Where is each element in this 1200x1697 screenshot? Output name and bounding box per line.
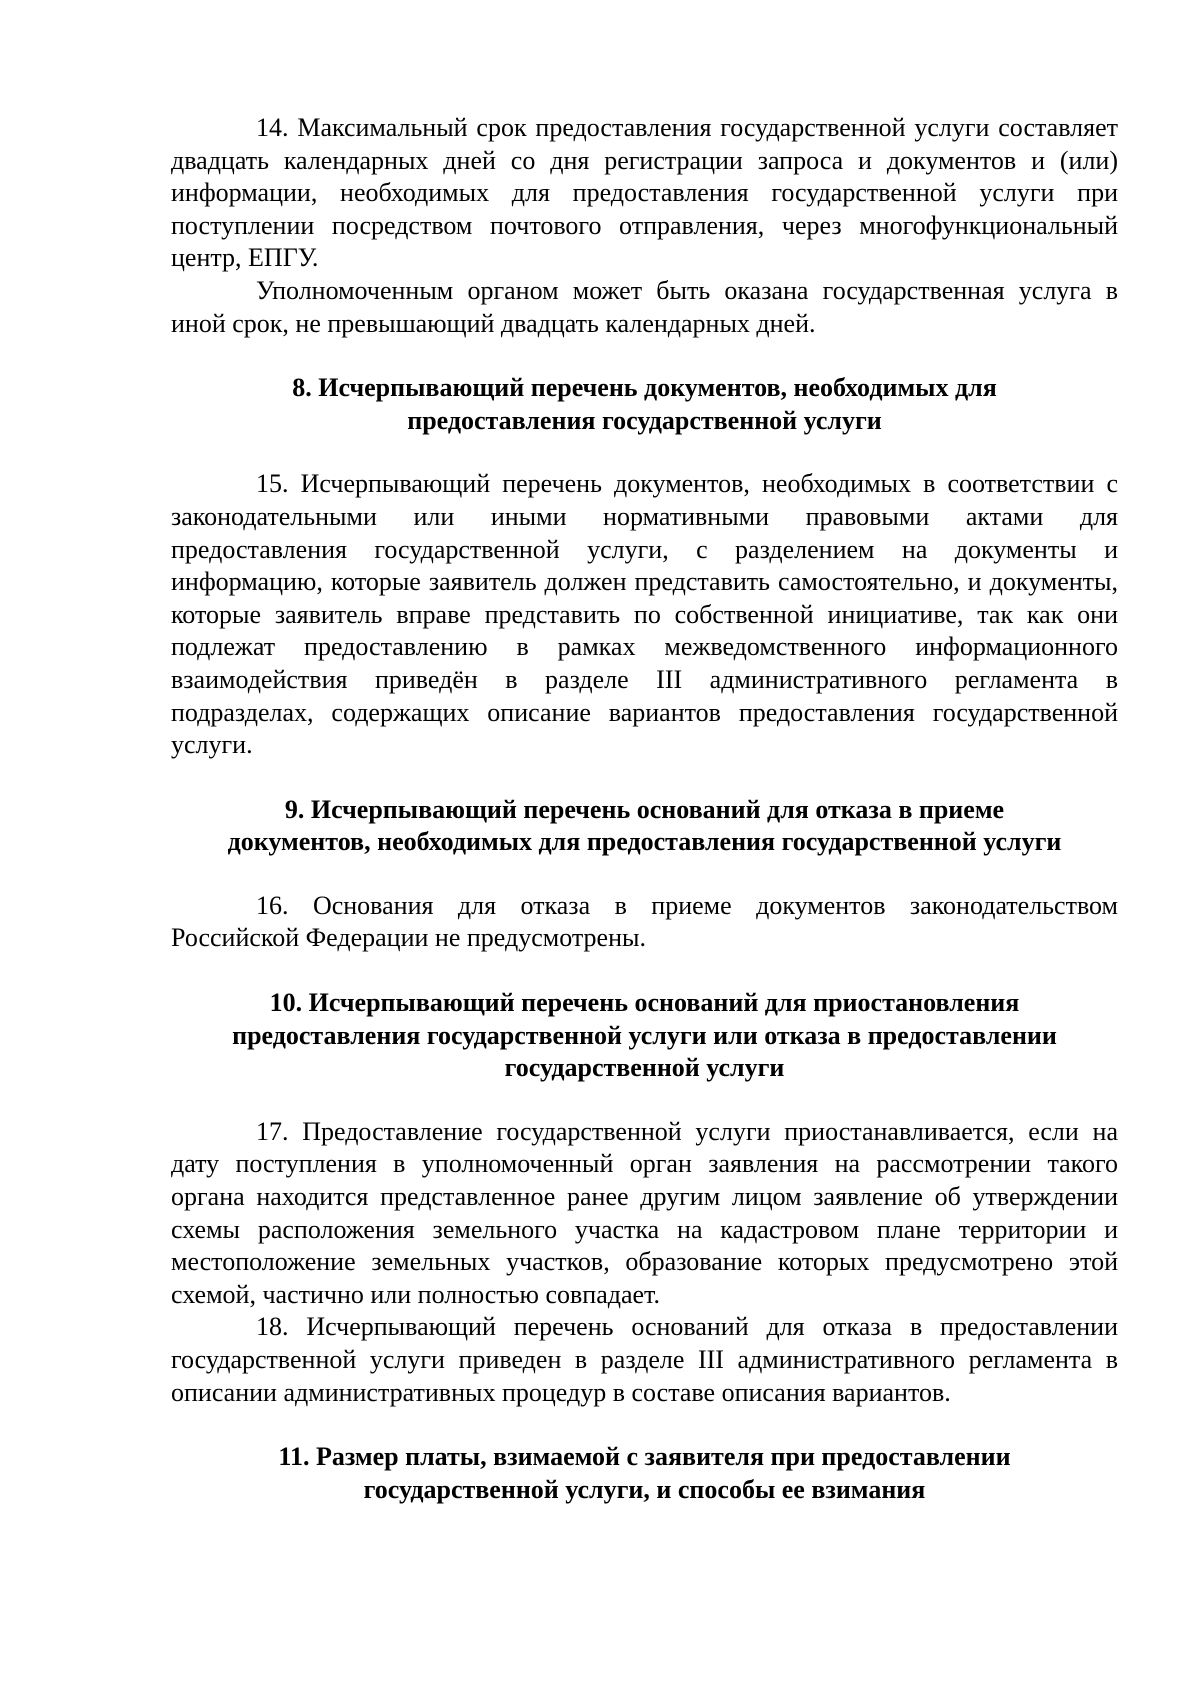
- section-heading-10-line-3: государственной услуги: [504, 1053, 785, 1083]
- section-heading-8-line-1: 8. Исчерпывающий перечень документов, необходимых для: [292, 373, 997, 403]
- section-heading-11: [171, 1441, 1118, 1506]
- paragraph-14: 14. Максимальный срок предоставления государственной услуги составляет двадцать календарных дней со дня регистрации запроса и документов и (или) информации, необходимых для предоставления государственной услуги при поступлении посредством почтового отправления, через многофункциональный центр, ЕПГУ.: [171, 113, 1118, 273]
- section-heading-9-line-1: 9. Исчерпывающий перечень оснований для отказа в приеме: [284, 794, 1005, 824]
- section-heading-8: [171, 372, 1118, 437]
- paragraph-17: 17. Предоставление государственной услуги приостанавливается, если на дату поступления в уполномоченный орган заявления на рассмотрении такого органа находится представленное ранее другим лицом заявление об утверждении схемы расположения земельного участка на кадастровом плане территории и местоположение земельных участков, образование которых предусмотрено этой схемой, частично или полностью совпадает.: [171, 1116, 1118, 1309]
- section-heading-9: [171, 794, 1118, 859]
- section-heading-10-line-1: 10. Исчерпывающий перечень оснований для приостановления: [269, 988, 1020, 1018]
- section-heading-10-line-2: предоставления государственной услуги или отказа в предоставлении: [232, 1020, 1057, 1050]
- paragraph-16: 16. Основания для отказа в приеме документов законодательством Российской Федерации не предусмотрены.: [171, 890, 1118, 953]
- section-heading-11-line-2: государственной услуги, и способы ее взимания: [363, 1474, 926, 1504]
- section-heading-9-line-2: документов, необходимых для предоставления государственной услуги: [227, 827, 1062, 857]
- section-heading-10: [171, 987, 1118, 1085]
- section-heading-11-line-1: 11. Размер платы, взимаемой с заявителя при предоставлении: [278, 1442, 1011, 1472]
- document-page: [171, 112, 1118, 1506]
- paragraph-14-continuation: Уполномоченным органом может быть оказана государственная услуга в иной срок, не превышающий двадцать календарных дней.: [171, 275, 1118, 338]
- section-heading-8-line-2: предоставления государственной услуги: [407, 405, 882, 435]
- paragraph-15: 15. Исчерпывающий перечень документов, необходимых в соответствии с законодательными или иными нормативными правовыми актами для предоставления государственной услуги, с разделением на документы и информацию, которые заявитель должен представить самостоятельно, и документы, которые заявитель вправе представить по собственной инициативе, так как они подлежат предоставлению в рамках межведомственного информационного взаимодействия приведён в разделе III административного регламента в подразделах, содержащих описание вариантов предоставления государственной услуги.: [171, 469, 1118, 760]
- paragraph-18: 18. Исчерпывающий перечень оснований для отказа в предоставлении государственной услуги приведен в разделе III административного регламента в описании административных процедур в составе описания вариантов.: [171, 1312, 1118, 1407]
